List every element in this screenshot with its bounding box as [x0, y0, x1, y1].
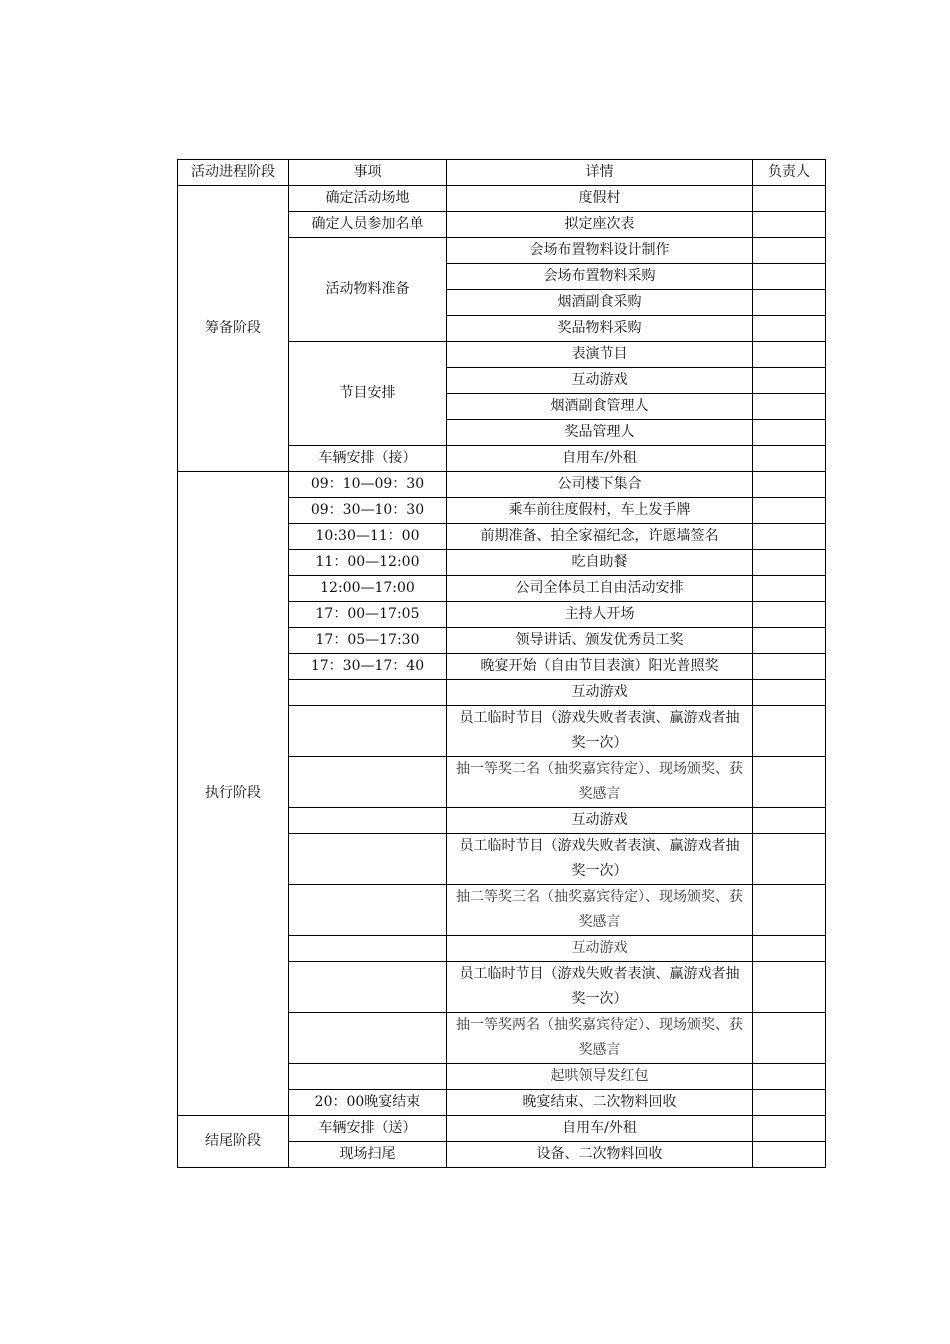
phase-exec: 执行阶段 — [178, 472, 289, 1116]
detail-cell: 烟酒副食采购 — [447, 290, 753, 316]
owner-cell — [753, 654, 826, 680]
owner-cell — [753, 420, 826, 446]
detail-cell: 抽一等奖二名（抽奖嘉宾待定）、现场颁奖、获奖感言 — [447, 757, 753, 808]
header-owner: 负责人 — [753, 160, 826, 186]
owner-cell — [753, 368, 826, 394]
activity-plan-table — [177, 159, 826, 1168]
time-cell — [289, 1064, 447, 1090]
detail-cell: 度假村 — [447, 186, 753, 212]
detail-cell: 起哄领导发红包 — [447, 1064, 753, 1090]
detail-cell: 烟酒副食管理人 — [447, 394, 753, 420]
time-cell: 17：05—17:30 — [289, 628, 447, 654]
item-cell: 车辆安排（接） — [289, 446, 447, 472]
owner-cell — [753, 394, 826, 420]
detail-cell: 晚宴结束、二次物料回收 — [447, 1090, 753, 1116]
owner-cell — [753, 186, 826, 212]
owner-cell — [753, 885, 826, 936]
owner-cell — [753, 1013, 826, 1064]
time-cell: 11：00—12:00 — [289, 550, 447, 576]
detail-cell: 员工临时节目（游戏失败者表演、赢游戏者抽奖一次） — [447, 706, 753, 757]
item-cell: 活动物料准备 — [289, 238, 447, 342]
time-cell — [289, 706, 447, 757]
owner-cell — [753, 1090, 826, 1116]
detail-cell: 表演节目 — [447, 342, 753, 368]
owner-cell — [753, 808, 826, 834]
detail-cell: 抽一等奖两名（抽奖嘉宾待定）、现场颁奖、获 奖感言 — [447, 1013, 753, 1064]
detail-cell: 设备、二次物料回收 — [447, 1142, 753, 1168]
owner-cell — [753, 706, 826, 757]
header-detail: 详情 — [447, 160, 753, 186]
time-cell: 09：30—10：30 — [289, 498, 447, 524]
phase-prep: 筹备阶段 — [178, 186, 289, 472]
detail-cell: 奖品物料采购 — [447, 316, 753, 342]
detail-cell: 抽二等奖三名（抽奖嘉宾待定）、现场颁奖、获 奖感言 — [447, 885, 753, 936]
phase-end: 结尾阶段 — [178, 1116, 289, 1168]
time-cell: 17：30—17：40 — [289, 654, 447, 680]
detail-cell: 主持人开场 — [447, 602, 753, 628]
item-cell: 现场扫尾 — [289, 1142, 447, 1168]
detail-cell: 乘车前往度假村，车上发手牌 — [447, 498, 753, 524]
header-phase: 活动进程阶段 — [178, 160, 289, 186]
detail-cell: 吃自助餐 — [447, 550, 753, 576]
time-cell: 20：00晚宴结束 — [289, 1090, 447, 1116]
owner-cell — [753, 264, 826, 290]
time-cell: 09：10—09：30 — [289, 472, 447, 498]
header-row — [178, 160, 826, 186]
owner-cell — [753, 238, 826, 264]
owner-cell — [753, 1064, 826, 1090]
owner-cell — [753, 498, 826, 524]
detail-cell: 晚宴开始（自由节目表演）阳光普照奖 — [447, 654, 753, 680]
detail-cell: 拟定座次表 — [447, 212, 753, 238]
owner-cell — [753, 628, 826, 654]
time-cell — [289, 936, 447, 962]
detail-cell: 互动游戏 — [447, 680, 753, 706]
table-row — [178, 1116, 826, 1142]
item-cell: 车辆安排（送） — [289, 1116, 447, 1142]
detail-cell: 自用车/外租 — [447, 1116, 753, 1142]
owner-cell — [753, 290, 826, 316]
owner-cell — [753, 316, 826, 342]
owner-cell — [753, 576, 826, 602]
detail-cell: 公司楼下集合 — [447, 472, 753, 498]
header-item: 事项 — [289, 160, 447, 186]
owner-cell — [753, 446, 826, 472]
owner-cell — [753, 550, 826, 576]
item-cell: 确定活动场地 — [289, 186, 447, 212]
time-cell — [289, 680, 447, 706]
time-cell — [289, 885, 447, 936]
owner-cell — [753, 524, 826, 550]
detail-cell: 领导讲话、颁发优秀员工奖 — [447, 628, 753, 654]
time-cell: 12:00—17:00 — [289, 576, 447, 602]
time-cell — [289, 757, 447, 808]
detail-cell: 前期准备、拍全家福纪念，许愿墙签名 — [447, 524, 753, 550]
owner-cell — [753, 602, 826, 628]
owner-cell — [753, 834, 826, 885]
detail-cell: 会场布置物料设计制作 — [447, 238, 753, 264]
item-cell: 确定人员参加名单 — [289, 212, 447, 238]
owner-cell — [753, 962, 826, 1013]
detail-cell: 公司全体员工自由活动安排 — [447, 576, 753, 602]
table-row — [178, 472, 826, 498]
time-cell: 10:30—11：00 — [289, 524, 447, 550]
detail-cell: 互动游戏 — [447, 936, 753, 962]
detail-cell: 员工临时节目（游戏失败者表演、赢游戏者抽奖一次） — [447, 834, 753, 885]
item-cell: 节目安排 — [289, 342, 447, 446]
owner-cell — [753, 1142, 826, 1168]
time-cell — [289, 834, 447, 885]
detail-cell: 互动游戏 — [447, 808, 753, 834]
time-cell — [289, 962, 447, 1013]
owner-cell — [753, 680, 826, 706]
detail-cell: 员工临时节目（游戏失败者表演、赢游戏者抽奖一次） — [447, 962, 753, 1013]
detail-cell: 互动游戏 — [447, 368, 753, 394]
time-cell — [289, 808, 447, 834]
owner-cell — [753, 212, 826, 238]
owner-cell — [753, 342, 826, 368]
owner-cell — [753, 936, 826, 962]
detail-cell: 会场布置物料采购 — [447, 264, 753, 290]
time-cell: 17：00—17:05 — [289, 602, 447, 628]
owner-cell — [753, 757, 826, 808]
owner-cell — [753, 1116, 826, 1142]
table-row — [178, 186, 826, 212]
detail-cell: 自用车/外租 — [447, 446, 753, 472]
time-cell — [289, 1013, 447, 1064]
owner-cell — [753, 472, 826, 498]
detail-cell: 奖品管理人 — [447, 420, 753, 446]
